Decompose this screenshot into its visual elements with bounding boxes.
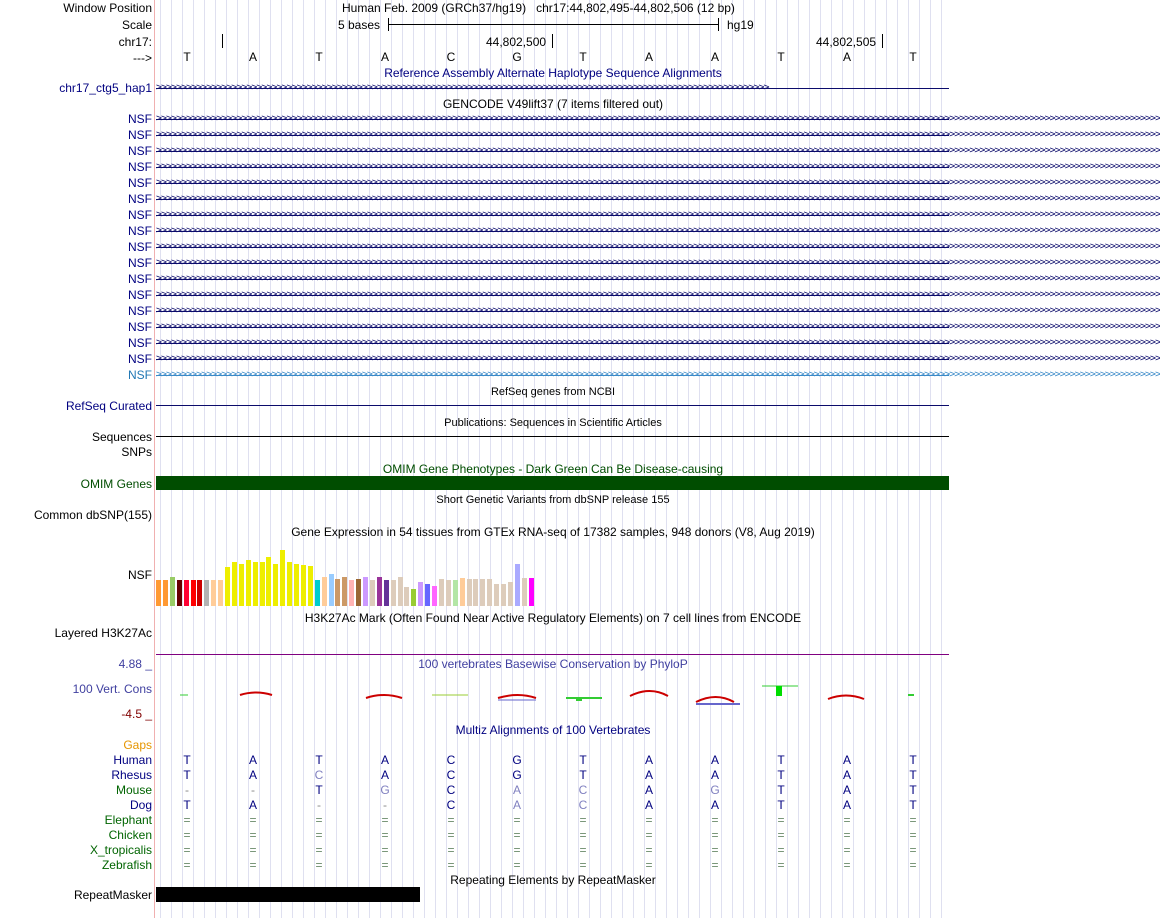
gencode-transcript[interactable]: >>>>>>>>>>>>>>>>>>>>>>>>>>>>>>>>>>>>>>>>>>>>>>>>>>>>>>>>>>>>>>>>>>>>>>>>>>>>>>>>>>>>>>>>>>>>>>>>>>>>>>>>>>>>>>>>>>>>>>>>>>>>>>>>>>>>>>>>>>>>>>>>>>>>>>>>>>>>>>>>>>>>>>>>>>>>>>>>>>>>>>>>>>>>>>>>>>>>>>>> [156, 145, 1160, 156]
chrom-label: chr17: [118, 35, 152, 49]
dbsnp-title[interactable]: Short Genetic Variants from dbSNP release 155 [436, 494, 670, 506]
multiz-base: A [710, 798, 719, 812]
multiz-species-label[interactable]: Dog [129, 798, 152, 812]
gtex-tissue-bar[interactable] [487, 579, 492, 606]
gencode-transcript[interactable]: >>>>>>>>>>>>>>>>>>>>>>>>>>>>>>>>>>>>>>>>>>>>>>>>>>>>>>>>>>>>>>>>>>>>>>>>>>>>>>>>>>>>>>>>>>>>>>>>>>>>>>>>>>>>>>>>>>>>>>>>>>>>>>>>>>>>>>>>>>>>>>>>>>>>>>>>>>>>>>>>>>>>>>>>>>>>>>>>>>>>>>>>>>>>>>>>>>>>>>>> [156, 289, 1160, 300]
multiz-base: T [909, 783, 917, 797]
phylop-label[interactable]: 100 Vert. Cons [72, 682, 152, 696]
gtex-tissue-bar[interactable] [232, 562, 237, 606]
multiz-base: A [248, 798, 257, 812]
gtex-tissue-bar[interactable] [342, 577, 347, 606]
multiz-base: G [512, 768, 522, 782]
coord-tick-left [222, 34, 223, 48]
gtex-tissue-bar[interactable] [356, 579, 361, 606]
alt-haplotype-title[interactable]: Reference Assembly Alternate Haplotype Sequence Alignments [384, 66, 722, 80]
reference-base: G [512, 50, 522, 64]
multiz-title[interactable]: Multiz Alignments of 100 Vertebrates [455, 723, 651, 737]
gtex-tissue-bar[interactable] [191, 580, 196, 606]
multiz-base: G [380, 783, 390, 797]
gtex-tissue-bar[interactable] [460, 578, 465, 606]
multiz-base: = [909, 828, 917, 842]
gtex-tissue-bar[interactable] [204, 580, 209, 606]
reference-base: T [315, 50, 323, 64]
refseq-title[interactable]: RefSeq genes from NCBI [490, 386, 616, 398]
multiz-base: = [447, 813, 455, 827]
publications-title[interactable]: Publications: Sequences in Scientific Articles [444, 417, 662, 429]
label-divider [154, 0, 155, 918]
phylop-title[interactable]: 100 vertebrates Basewise Conservation by PhyloP [418, 657, 688, 671]
multiz-base: = [183, 858, 191, 872]
gtex-tissue-bar[interactable] [384, 580, 389, 606]
multiz-base: = [183, 828, 191, 842]
gtex-tissue-bar[interactable] [529, 578, 534, 606]
multiz-base: C [446, 753, 456, 767]
multiz-base: A [842, 783, 851, 797]
multiz-base: A [644, 753, 653, 767]
reference-base: A [248, 50, 257, 64]
gtex-tissue-bar[interactable] [239, 564, 244, 606]
multiz-species-label[interactable]: Elephant [104, 813, 152, 827]
gencode-transcript[interactable]: >>>>>>>>>>>>>>>>>>>>>>>>>>>>>>>>>>>>>>>>>>>>>>>>>>>>>>>>>>>>>>>>>>>>>>>>>>>>>>>>>>>>>>>>>>>>>>>>>>>>>>>>>>>>>>>>>>>>>>>>>>>>>>>>>>>>>>>>>>>>>>>>>>>>>>>>>>>>>>>>>>>>>>>>>>>>>>>>>>>>>>>>>>>>>>>>>>>>>>>> [156, 273, 1160, 284]
multiz-base: = [315, 858, 323, 872]
gtex-tissue-bar[interactable] [225, 567, 230, 606]
multiz-base: - [383, 798, 387, 812]
multiz-base: = [777, 843, 785, 857]
scale-bar-end-tick [718, 18, 719, 31]
multiz-base: C [446, 783, 456, 797]
reference-base: T [183, 50, 191, 64]
multiz-species-label[interactable]: Chicken [108, 828, 152, 842]
multiz-base: = [447, 858, 455, 872]
multiz-base: = [249, 828, 257, 842]
gtex-tissue-bar[interactable] [156, 580, 161, 606]
reference-base: T [777, 50, 785, 64]
gtex-tissue-bar[interactable] [467, 579, 472, 606]
multiz-base: C [446, 798, 456, 812]
gencode-transcript[interactable]: >>>>>>>>>>>>>>>>>>>>>>>>>>>>>>>>>>>>>>>>>>>>>>>>>>>>>>>>>>>>>>>>>>>>>>>>>>>>>>>>>>>>>>>>>>>>>>>>>>>>>>>>>>>>>>>>>>>>>>>>>>>>>>>>>>>>>>>>>>>>>>>>>>>>>>>>>>>>>>>>>>>>>>>>>>>>>>>>>>>>>>>>>>>>>>>>>>>>>>>> [156, 161, 1160, 172]
reference-base: C [446, 50, 456, 64]
multiz-base: T [777, 798, 785, 812]
gtex-tissue-bar[interactable] [322, 577, 327, 606]
gtex-tissue-bar[interactable] [329, 574, 334, 606]
gtex-tissue-bar[interactable] [391, 580, 396, 606]
reference-base: T [909, 50, 917, 64]
coord-label-2: 44,802,505 [816, 35, 877, 49]
repeatmasker-title[interactable]: Repeating Elements by RepeatMasker [450, 873, 656, 887]
multiz-base: = [381, 813, 389, 827]
gtex-tissue-bar[interactable] [294, 564, 299, 606]
gtex-tissue-bar[interactable] [211, 580, 216, 606]
gencode-row-label[interactable]: NSF [128, 144, 152, 158]
multiz-base: = [711, 828, 719, 842]
gencode-row-label[interactable]: NSF [128, 208, 152, 222]
gencode-transcript[interactable]: >>>>>>>>>>>>>>>>>>>>>>>>>>>>>>>>>>>>>>>>>>>>>>>>>>>>>>>>>>>>>>>>>>>>>>>>>>>>>>>>>>>>>>>>>>>>>>>>>>>>>>>>>>>>>>>>>>>>>>>>>>>>>>>>>>>>>>>>>>>>>>>>>>>>>>>>>>>>>>>>>>>>>>>>>>>>>>>>>>>>>>>>>>>>>>>>>>>>>>>> [156, 209, 1160, 220]
gtex-tissue-bar[interactable] [273, 564, 278, 606]
multiz-base: = [315, 828, 323, 842]
multiz-base: A [842, 753, 851, 767]
gtex-tissue-bar[interactable] [246, 560, 251, 606]
gtex-tissue-bar[interactable] [501, 584, 506, 606]
multiz-base: = [843, 813, 851, 827]
multiz-base: C [446, 768, 456, 782]
multiz-base: T [777, 753, 785, 767]
multiz-base: T [579, 753, 587, 767]
gencode-row-label[interactable]: NSF [128, 112, 152, 126]
gencode-title[interactable]: GENCODE V49lift37 (7 items filtered out) [442, 97, 664, 111]
gencode-row-label[interactable]: NSF [128, 192, 152, 206]
gtex-label[interactable]: NSF [128, 568, 152, 582]
gencode-transcript[interactable]: >>>>>>>>>>>>>>>>>>>>>>>>>>>>>>>>>>>>>>>>>>>>>>>>>>>>>>>>>>>>>>>>>>>>>>>>>>>>>>>>>>>>>>>>>>>>>>>>>>>>>>>>>>>>>>>>>>>>>>>>>>>>>>>>>>>>>>>>>>>>>>>>>>>>>>>>>>>>>>>>>>>>>>>>>>>>>>>>>>>>>>>>>>>>>>>>>>>>>>>> [156, 337, 1160, 348]
gtex-tissue-bar[interactable] [197, 580, 202, 606]
gencode-transcript[interactable]: >>>>>>>>>>>>>>>>>>>>>>>>>>>>>>>>>>>>>>>>>>>>>>>>>>>>>>>>>>>>>>>>>>>>>>>>>>>>>>>>>>>>>>>>>>>>>>>>>>>>>>>>>>>>>>>>>>>>>>>>>>>>>>>>>>>>>>>>>>>>>>>>>>>>>>>>>>>>>>>>>>>>>>>>>>>>>>>>>>>>>>>>>>>>>>>>>>>>>>>> [156, 241, 1160, 252]
multiz-base: T [183, 798, 191, 812]
multiz-base: = [909, 813, 917, 827]
gencode-row-label[interactable]: NSF [128, 368, 152, 382]
gtex-tissue-bar[interactable] [425, 584, 430, 606]
reference-base: A [644, 50, 653, 64]
gencode-transcript[interactable]: >>>>>>>>>>>>>>>>>>>>>>>>>>>>>>>>>>>>>>>>>>>>>>>>>>>>>>>>>>>>>>>>>>>>>>>>>>>>>>>>>>>>>>>>>>>>>>>>>>>>>>>>>>>>>>>>>>>>>>>>>>>>>>>>>>>>>>>>>>>>>>>>>>>>>>>>>>>>>>>>>>>>>>>>>>>>>>>>>>>>>>>>>>>>>>>>>>>>>>>> [156, 193, 1160, 204]
multiz-base: A [710, 753, 719, 767]
gencode-transcript[interactable]: >>>>>>>>>>>>>>>>>>>>>>>>>>>>>>>>>>>>>>>>>>>>>>>>>>>>>>>>>>>>>>>>>>>>>>>>>>>>>>>>>>>>>>>>>>>>>>>>>>>>>>>>>>>>>>>>>>>>>>>>>>>>>>>>>>>>>>>>>>>>>>>>>>>>>>>>>>>>>>>>>>>>>>>>>>>>>>>>>>>>>>>>>>>>>>>>>>>>>>>> [156, 113, 1160, 124]
gtex-tissue-bar[interactable] [301, 565, 306, 606]
multiz-base: T [909, 798, 917, 812]
multiz-base: A [710, 768, 719, 782]
repeatmasker-feature[interactable] [156, 887, 420, 902]
gencode-transcript[interactable]: >>>>>>>>>>>>>>>>>>>>>>>>>>>>>>>>>>>>>>>>>>>>>>>>>>>>>>>>>>>>>>>>>>>>>>>>>>>>>>>>>>>>>>>>>>>>>>>>>>>>>>>>>>>>>>>>>>>>>>>>>>>>>>>>>>>>>>>>>>>>>>>>>>>>>>>>>>>>>>>>>>>>>>>>>>>>>>>>>>>>>>>>>>>>>>>>>>>>>>>> [156, 369, 1160, 380]
multiz-base: T [909, 768, 917, 782]
multiz-base: A [380, 753, 389, 767]
gencode-transcript[interactable]: >>>>>>>>>>>>>>>>>>>>>>>>>>>>>>>>>>>>>>>>>>>>>>>>>>>>>>>>>>>>>>>>>>>>>>>>>>>>>>>>>>>>>>>>>>>>>>>>>>>>>>>>>>>>>>>>>>>>>>>>>>>>>>>>>>>>>>>>>>>>>>>>>>>>>>>>>>>>>>>>>>>>>>>>>>>>>>>>>>>>>>>>>>>>>>>>>>>>>>>> [156, 305, 1160, 316]
gtex-tissue-bar[interactable] [370, 580, 375, 606]
multiz-base: A [842, 798, 851, 812]
gtex-tissue-bar[interactable] [453, 580, 458, 606]
multiz-base: = [645, 828, 653, 842]
gtex-tissue-bar[interactable] [411, 589, 416, 606]
publications-sequence-line[interactable] [156, 436, 949, 437]
coord-label-1: 44,802,500 [486, 35, 547, 49]
repeatmasker-label[interactable]: RepeatMasker [73, 888, 152, 902]
gtex-chart[interactable] [156, 540, 536, 606]
multiz-base: C [578, 798, 588, 812]
multiz-base: = [579, 828, 587, 842]
omim-feature[interactable] [156, 476, 949, 490]
multiz-base: A [512, 798, 521, 812]
multiz-base: T [777, 768, 785, 782]
multiz-base: T [315, 783, 323, 797]
phylop-graph[interactable] [156, 670, 950, 710]
multiz-base: T [579, 768, 587, 782]
gtex-tissue-bar[interactable] [473, 579, 478, 606]
multiz-base: = [909, 843, 917, 857]
alt-haplotype-feature[interactable]: >>>>>>>>>>>>>>>>>>>>>>>>>>>>>>>>>>>>>>>>>>>>>>>>>>>>>>>>>>>>>>>>>>>>>>>>>>>>>>>>>>>>>>>>>>>>>>>>>>>>>>>>>>>>>>>>>>>>>>>>>> [156, 81, 949, 95]
omim-label[interactable]: OMIM Genes [80, 477, 152, 491]
multiz-species-label[interactable]: Rhesus [111, 768, 152, 782]
publications-sequences-label[interactable]: Sequences [91, 430, 152, 444]
gencode-row-label[interactable]: NSF [128, 336, 152, 350]
multiz-gaps-label[interactable]: Gaps [123, 738, 152, 752]
gencode-row-label[interactable]: NSF [128, 128, 152, 142]
multiz-base: = [447, 828, 455, 842]
multiz-base: T [183, 753, 191, 767]
multiz-base: = [711, 843, 719, 857]
refseq-label[interactable]: RefSeq Curated [65, 399, 152, 413]
multiz-base: A [248, 768, 257, 782]
scale-bar [388, 24, 718, 25]
gtex-tissue-bar[interactable] [439, 579, 444, 606]
multiz-base: = [843, 858, 851, 872]
gtex-tissue-bar[interactable] [515, 564, 520, 606]
multiz-base: - [317, 798, 321, 812]
multiz-base: A [644, 768, 653, 782]
phylop-min: -4.5 _ [121, 707, 152, 721]
multiz-base: = [513, 843, 521, 857]
window-position-label: Window Position [63, 1, 152, 15]
multiz-base: = [645, 843, 653, 857]
multiz-base: = [513, 828, 521, 842]
gencode-row-label[interactable]: NSF [128, 240, 152, 254]
multiz-species-label[interactable]: Human [113, 753, 152, 767]
gtex-tissue-bar[interactable] [177, 580, 182, 606]
gencode-row-label[interactable]: NSF [128, 352, 152, 366]
gtex-tissue-bar[interactable] [308, 566, 313, 606]
multiz-base: = [777, 813, 785, 827]
gtex-tissue-bar[interactable] [363, 577, 368, 606]
gtex-tissue-bar[interactable] [446, 580, 451, 606]
multiz-base: = [447, 843, 455, 857]
coord-tick-1 [552, 34, 553, 48]
strand-label: ---> [133, 51, 152, 65]
phylop-max: 4.88 _ [118, 657, 152, 671]
multiz-base: = [645, 813, 653, 827]
alt-haplotype-label[interactable]: chr17_ctg5_hap1 [59, 81, 152, 95]
gtex-tissue-bar[interactable] [522, 578, 527, 606]
gtex-tissue-bar[interactable] [260, 562, 265, 606]
multiz-base: A [842, 768, 851, 782]
multiz-base: = [843, 843, 851, 857]
multiz-species-label[interactable]: Zebrafish [101, 858, 152, 872]
gtex-tissue-bar[interactable] [480, 579, 485, 606]
scale-bar-start-tick [388, 18, 389, 31]
gencode-row-label[interactable]: NSF [128, 288, 152, 302]
multiz-base: A [644, 798, 653, 812]
h3k27ac-baseline [156, 654, 949, 655]
gencode-transcript[interactable]: >>>>>>>>>>>>>>>>>>>>>>>>>>>>>>>>>>>>>>>>>>>>>>>>>>>>>>>>>>>>>>>>>>>>>>>>>>>>>>>>>>>>>>>>>>>>>>>>>>>>>>>>>>>>>>>>>>>>>>>>>>>>>>>>>>>>>>>>>>>>>>>>>>>>>>>>>>>>>>>>>>>>>>>>>>>>>>>>>>>>>>>>>>>>>>>>>>>>>>>> [156, 129, 1160, 140]
multiz-base: = [381, 828, 389, 842]
gtex-tissue-bar[interactable] [432, 586, 437, 606]
multiz-base: = [909, 858, 917, 872]
multiz-base: = [315, 843, 323, 857]
gtex-tissue-bar[interactable] [377, 577, 382, 606]
h3k27ac-title[interactable]: H3K27Ac Mark (Often Found Near Active Regulatory Elements) on 7 cell lines from ENCODE [304, 611, 802, 625]
gtex-tissue-bar[interactable] [335, 579, 340, 606]
multiz-base: = [249, 858, 257, 872]
multiz-base: = [315, 813, 323, 827]
gtex-tissue-bar[interactable] [508, 582, 513, 606]
multiz-base: = [711, 858, 719, 872]
gencode-row-label[interactable]: NSF [128, 304, 152, 318]
multiz-base: = [579, 813, 587, 827]
multiz-species-label[interactable]: X_tropicalis [89, 843, 152, 857]
multiz-base: T [183, 768, 191, 782]
coord-tick-2 [882, 34, 883, 48]
gencode-row-label[interactable]: NSF [128, 224, 152, 238]
scale-assembly: hg19 [727, 18, 754, 32]
multiz-base: = [183, 813, 191, 827]
multiz-base: A [248, 753, 257, 767]
publications-snps-label[interactable]: SNPs [121, 445, 152, 459]
reference-base: A [710, 50, 719, 64]
gtex-tissue-bar[interactable] [494, 584, 499, 606]
gencode-transcript[interactable]: >>>>>>>>>>>>>>>>>>>>>>>>>>>>>>>>>>>>>>>>>>>>>>>>>>>>>>>>>>>>>>>>>>>>>>>>>>>>>>>>>>>>>>>>>>>>>>>>>>>>>>>>>>>>>>>>>>>>>>>>>>>>>>>>>>>>>>>>>>>>>>>>>>>>>>>>>>>>>>>>>>>>>>>>>>>>>>>>>>>>>>>>>>>>>>>>>>>>>>>> [156, 321, 1160, 332]
multiz-base: = [777, 828, 785, 842]
gtex-tissue-bar[interactable] [218, 580, 223, 606]
multiz-base: = [711, 813, 719, 827]
multiz-base: = [513, 813, 521, 827]
gencode-transcript[interactable]: >>>>>>>>>>>>>>>>>>>>>>>>>>>>>>>>>>>>>>>>>>>>>>>>>>>>>>>>>>>>>>>>>>>>>>>>>>>>>>>>>>>>>>>>>>>>>>>>>>>>>>>>>>>>>>>>>>>>>>>>>>>>>>>>>>>>>>>>>>>>>>>>>>>>>>>>>>>>>>>>>>>>>>>>>>>>>>>>>>>>>>>>>>>>>>>>>>>>>>>> [156, 257, 1160, 268]
multiz-base: = [843, 828, 851, 842]
multiz-base: = [513, 858, 521, 872]
multiz-base: = [579, 858, 587, 872]
reference-base: A [380, 50, 389, 64]
gencode-row-label[interactable]: NSF [128, 272, 152, 286]
scale-label: Scale [121, 18, 152, 32]
reference-base: A [842, 50, 851, 64]
multiz-base: = [381, 843, 389, 857]
refseq-gene-line[interactable] [156, 405, 949, 406]
gtex-tissue-bar[interactable] [253, 562, 258, 606]
gtex-tissue-bar[interactable] [287, 562, 292, 606]
multiz-base: = [645, 858, 653, 872]
gtex-tissue-bar[interactable] [163, 580, 168, 606]
multiz-base: C [578, 783, 588, 797]
gtex-tissue-bar[interactable] [280, 550, 285, 606]
gencode-transcript[interactable]: >>>>>>>>>>>>>>>>>>>>>>>>>>>>>>>>>>>>>>>>>>>>>>>>>>>>>>>>>>>>>>>>>>>>>>>>>>>>>>>>>>>>>>>>>>>>>>>>>>>>>>>>>>>>>>>>>>>>>>>>>>>>>>>>>>>>>>>>>>>>>>>>>>>>>>>>>>>>>>>>>>>>>>>>>>>>>>>>>>>>>>>>>>>>>>>>>>>>>>>> [156, 177, 1160, 188]
multiz-base: = [777, 858, 785, 872]
multiz-base: = [249, 813, 257, 827]
omim-title[interactable]: OMIM Gene Phenotypes - Dark Green Can Be Disease-causing [382, 462, 724, 476]
multiz-base: T [315, 753, 323, 767]
dbsnp-label[interactable]: Common dbSNP(155) [33, 508, 152, 522]
scale-value: 5 bases [338, 18, 381, 32]
gtex-tissue-bar[interactable] [398, 577, 403, 606]
gtex-tissue-bar[interactable] [315, 580, 320, 606]
multiz-base: A [380, 768, 389, 782]
gencode-transcript[interactable]: >>>>>>>>>>>>>>>>>>>>>>>>>>>>>>>>>>>>>>>>>>>>>>>>>>>>>>>>>>>>>>>>>>>>>>>>>>>>>>>>>>>>>>>>>>>>>>>>>>>>>>>>>>>>>>>>>>>>>>>>>>>>>>>>>>>>>>>>>>>>>>>>>>>>>>>>>>>>>>>>>>>>>>>>>>>>>>>>>>>>>>>>>>>>>>>>>>>>>>>> [156, 225, 1160, 236]
gencode-row-label[interactable]: NSF [128, 160, 152, 174]
multiz-species-label[interactable]: Mouse [115, 783, 152, 797]
gtex-tissue-bar[interactable] [418, 582, 423, 606]
multiz-base: T [909, 753, 917, 767]
multiz-base: A [644, 783, 653, 797]
multiz-base: G [512, 753, 522, 767]
multiz-base: = [579, 843, 587, 857]
gencode-row-label[interactable]: NSF [128, 320, 152, 334]
multiz-base: A [512, 783, 521, 797]
multiz-base: T [777, 783, 785, 797]
gtex-tissue-bar[interactable] [349, 580, 354, 606]
gencode-row-label[interactable]: NSF [128, 256, 152, 270]
multiz-base: G [710, 783, 720, 797]
multiz-base: = [249, 843, 257, 857]
multiz-base: - [251, 783, 255, 797]
reference-base: T [579, 50, 587, 64]
multiz-base: - [185, 783, 189, 797]
gencode-row-label[interactable]: NSF [128, 176, 152, 190]
gtex-title[interactable]: Gene Expression in 54 tissues from GTEx RNA-seq of 17382 samples, 948 donors (V8, Aug 2019) [291, 525, 815, 539]
h3k27ac-label[interactable]: Layered H3K27Ac [54, 626, 152, 640]
window-position-value: Human Feb. 2009 (GRCh37/hg19) chr17:44,802,495-44,802,506 (12 bp) [342, 1, 735, 15]
gencode-transcript[interactable]: >>>>>>>>>>>>>>>>>>>>>>>>>>>>>>>>>>>>>>>>>>>>>>>>>>>>>>>>>>>>>>>>>>>>>>>>>>>>>>>>>>>>>>>>>>>>>>>>>>>>>>>>>>>>>>>>>>>>>>>>>>>>>>>>>>>>>>>>>>>>>>>>>>>>>>>>>>>>>>>>>>>>>>>>>>>>>>>>>>>>>>>>>>>>>>>>>>>>>>>> [156, 353, 1160, 364]
multiz-base: = [381, 858, 389, 872]
multiz-base: = [183, 843, 191, 857]
gtex-tissue-bar[interactable] [170, 577, 175, 606]
gtex-tissue-bar[interactable] [184, 580, 189, 606]
gtex-tissue-bar[interactable] [404, 587, 409, 606]
gtex-tissue-bar[interactable] [266, 557, 271, 606]
multiz-base: C [314, 768, 324, 782]
